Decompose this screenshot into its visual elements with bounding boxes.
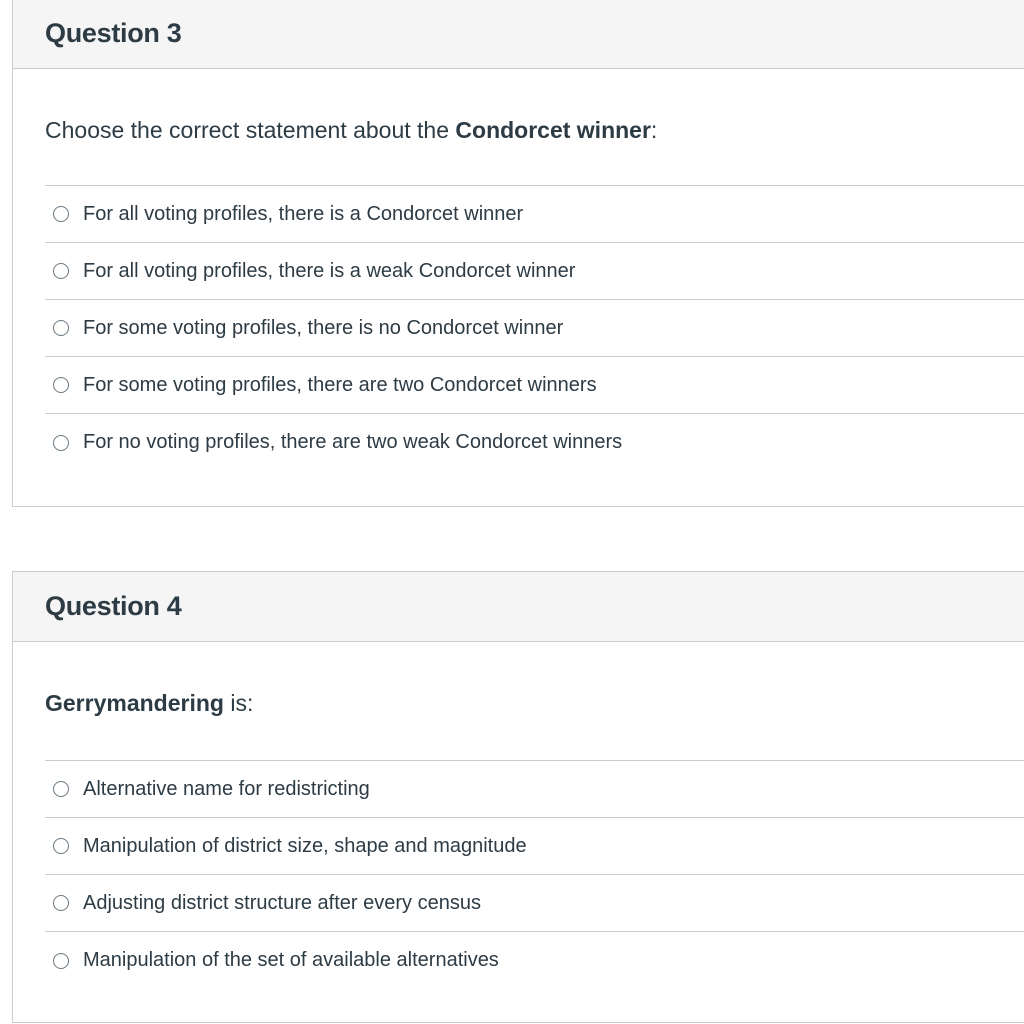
answer-option[interactable] bbox=[45, 186, 1024, 243]
answer-option[interactable] bbox=[45, 932, 1024, 989]
answer-option[interactable] bbox=[45, 357, 1024, 414]
answer-list bbox=[45, 185, 1024, 471]
radio-button[interactable] bbox=[53, 953, 69, 969]
answer-option[interactable] bbox=[45, 243, 1024, 300]
answer-option[interactable] bbox=[45, 414, 1024, 471]
prompt-text-post: is: bbox=[223, 690, 254, 716]
answer-label: For some voting profiles, there are two Condorcet winners bbox=[83, 373, 597, 396]
question-body bbox=[13, 642, 1024, 989]
radio-button[interactable] bbox=[53, 435, 69, 451]
answer-option[interactable] bbox=[45, 300, 1024, 357]
answer-option[interactable] bbox=[45, 875, 1024, 932]
answer-label: Alternative name for redistricting bbox=[83, 777, 370, 800]
question-header bbox=[13, 572, 1024, 642]
prompt-text-post: : bbox=[650, 117, 658, 143]
answer-label: For all voting profiles, there is a weak Condorcet winner bbox=[83, 259, 576, 282]
question-3-card bbox=[12, 0, 1024, 507]
question-header bbox=[13, 0, 1024, 69]
radio-button[interactable] bbox=[53, 838, 69, 854]
radio-button[interactable] bbox=[53, 206, 69, 222]
answer-label: Manipulation of district size, shape and magnitude bbox=[83, 834, 527, 857]
answer-label: For no voting profiles, there are two weak Condorcet winners bbox=[83, 431, 623, 453]
answer-label: For all voting profiles, there is a Condorcet winner bbox=[83, 202, 524, 225]
answer-label: Adjusting district structure after every census bbox=[83, 891, 481, 914]
prompt-text-bold: Condorcet winner bbox=[455, 117, 651, 143]
radio-button[interactable] bbox=[53, 377, 69, 393]
answer-label: For some voting profiles, there is no Condorcet winner bbox=[83, 316, 564, 339]
radio-button[interactable] bbox=[53, 263, 69, 279]
prompt-text-bold: Gerrymandering bbox=[45, 690, 224, 716]
question-title: Question 3 bbox=[45, 18, 182, 48]
prompt-text-pre: Choose the correct statement about the bbox=[45, 117, 456, 143]
question-body bbox=[13, 69, 1024, 471]
answer-label: Manipulation of the set of available alternatives bbox=[83, 949, 499, 971]
radio-button[interactable] bbox=[53, 320, 69, 336]
answer-list bbox=[45, 760, 1024, 989]
radio-button[interactable] bbox=[53, 895, 69, 911]
radio-button[interactable] bbox=[53, 781, 69, 797]
question-prompt bbox=[45, 642, 1024, 760]
question-4-card bbox=[12, 571, 1024, 1023]
question-prompt bbox=[45, 69, 1024, 185]
answer-option[interactable] bbox=[45, 818, 1024, 875]
answer-option[interactable] bbox=[45, 761, 1024, 818]
question-title: Question 4 bbox=[45, 591, 182, 621]
